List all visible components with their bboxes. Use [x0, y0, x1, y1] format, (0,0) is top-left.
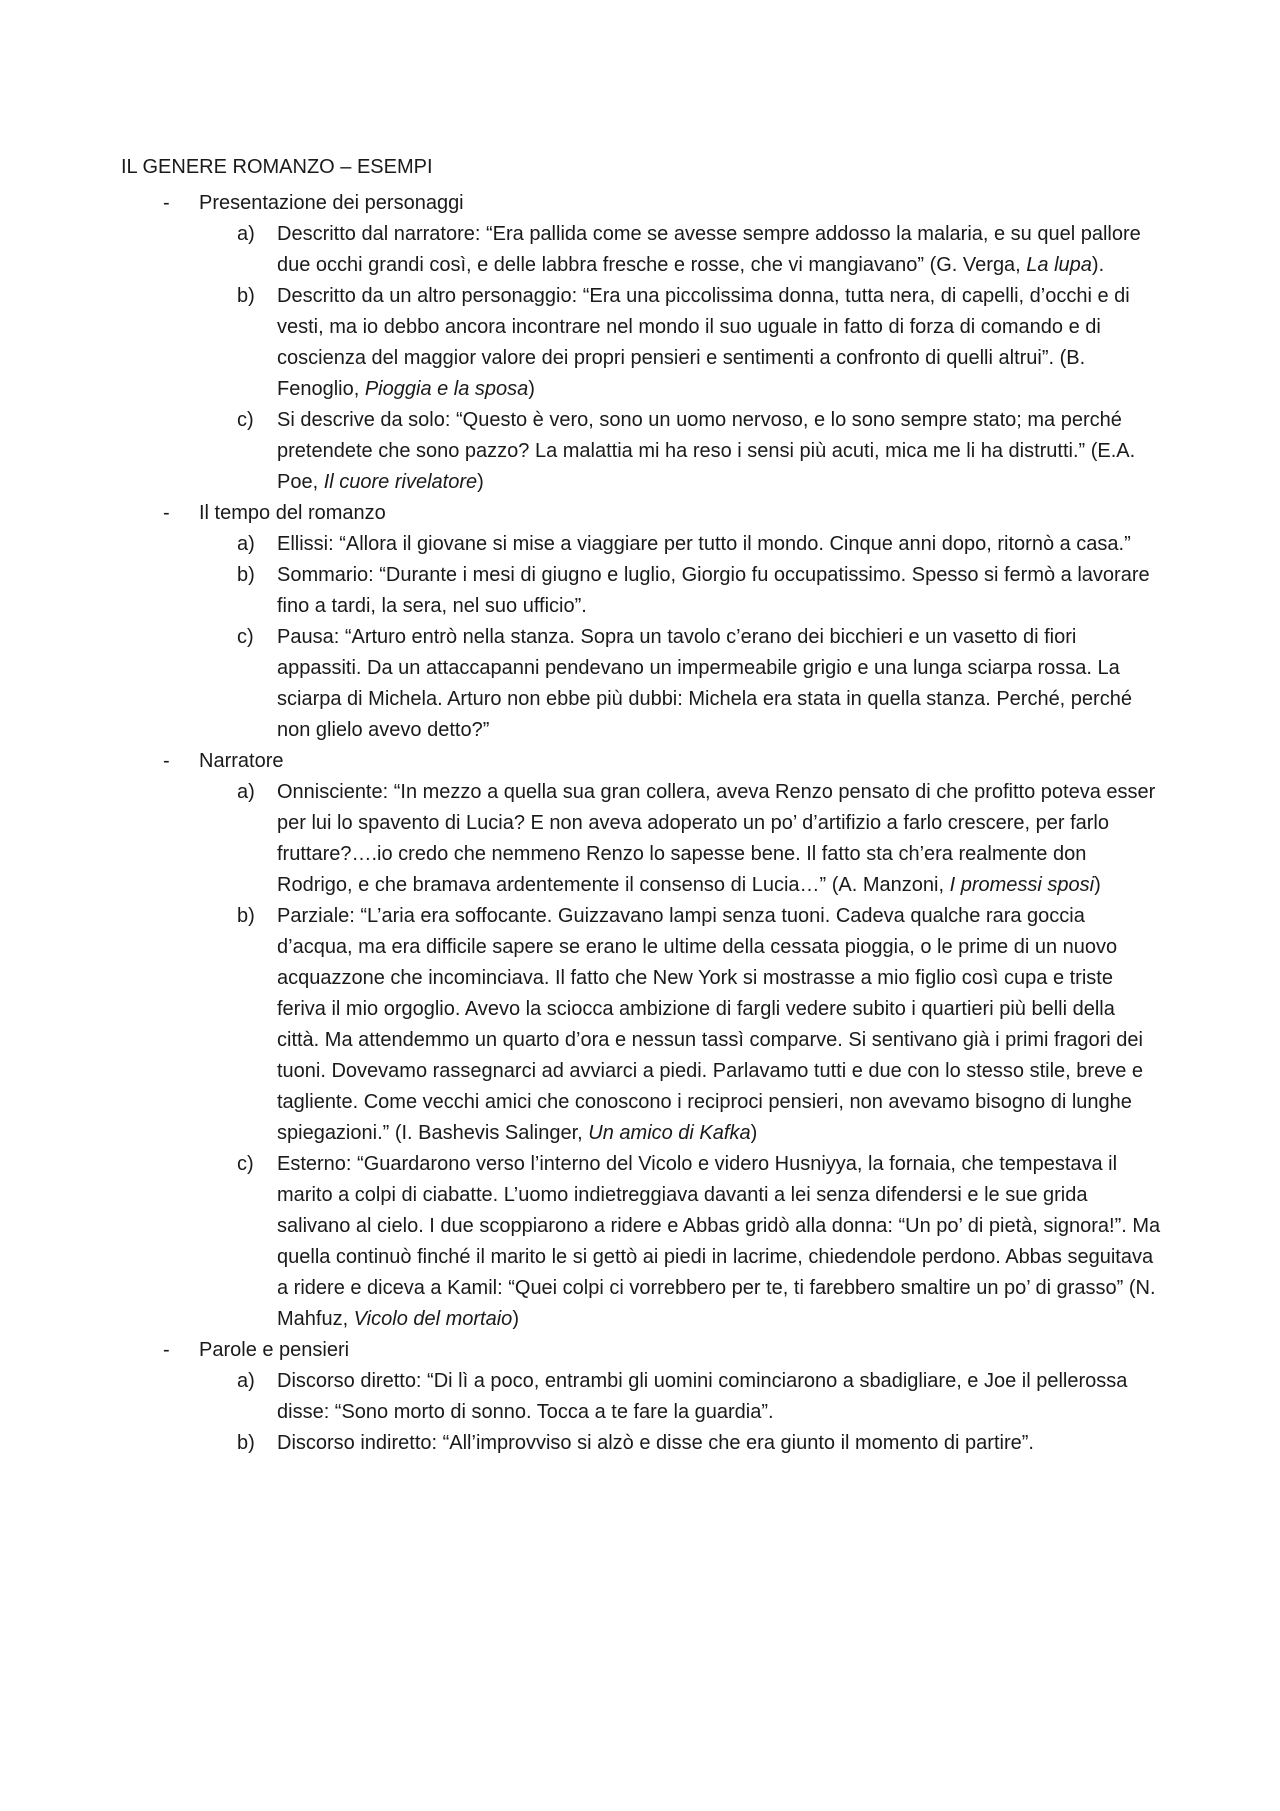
work-title: Pioggia e la sposa — [364, 378, 529, 400]
item-text: Descritto dal narratore: “Era pallida come se avesse sempre addosso la malaria, e su quel pallore due occhi grandi così, e delle labbra fresche e rosse, che vi mangiavano” (G. Verga, — [277, 223, 1141, 276]
item-text: Onnisciente: “In mezzo a quella sua gran collera, aveva Renzo pensato di che profitto poteva esser per lui lo spavento di Lucia? E non aveva adoperato un po’ d’artifizio a farlo crescere, per farlo fruttare?….io credo che nemmeno Renzo lo sapesse bene. Il fatto sta ch’era realmente don Rodrigo, e che bramava ardentemente il consenso di Lucia…” (A. Manzoni, — [277, 781, 1156, 896]
section-label: Narratore — [199, 750, 284, 772]
dash-bullet: - — [163, 750, 170, 772]
section-parole — [121, 1335, 1161, 1459]
section-label: Il tempo del romanzo — [199, 502, 386, 524]
list-item — [121, 560, 1161, 622]
item-tail: ) — [512, 1308, 519, 1330]
list-item — [121, 1149, 1161, 1335]
item-text: Sommario: “Durante i mesi di giugno e luglio, Giorgio fu occupatissimo. Spesso si fermò a lavorare fino a tardi, la sera, nel suo ufficio”. — [277, 564, 1150, 617]
document-title: IL GENERE ROMANZO – ESEMPI — [121, 156, 433, 178]
list-item — [121, 622, 1161, 746]
item-text: Descritto da un altro personaggio: “Era una piccolissima donna, tutta nera, di capelli, d’occhi e di vesti, ma io debbo ancora incontrare nel mondo il suo uguale in fatto di forza di comando e di coscienza del maggior valore dei propri pensieri e sentimenti a confronto di quelli altrui”. (B. Fenoglio, — [277, 285, 1130, 400]
item-marker: c) — [237, 1153, 254, 1175]
item-marker: b) — [237, 905, 255, 927]
item-tail: ) — [750, 1122, 758, 1144]
item-text: Parziale: “L’aria era soffocante. Guizzavano lampi senza tuoni. Cadeva qualche rara goccia d’acqua, ma era difficile sapere se erano le ultime della cessata pioggia, o le prime di un nuovo acquazzone che incominciava. Il fatto che New York si mostrasse a mio figlio così cupa e triste feriva il mio orgoglio. Avevo la sciocca ambizione di fargli vedere subito i quartieri più belli della città. Ma attendemmo un quarto d’ora e nessun tassì comparve. Si sentivano già i primi fragori dei tuoni. Dovevamo rassegnarci ad avviarci a piedi. Parlavamo tutti e due con lo stesso stile, breve e tagliente. Come vecchi amici che conoscono i reciproci pensieri, non avevamo bisogno di lunghe spiegazioni.” (I. Bashevis Salinger, — [277, 905, 1143, 1144]
item-marker: c) — [237, 626, 254, 648]
item-tail: ) — [477, 471, 484, 493]
item-marker: a) — [237, 781, 255, 803]
item-text: Pausa: “Arturo entrò nella stanza. Sopra un tavolo c’erano dei bicchieri e un vasetto di fiori appassiti. Da un attaccapanni pendevano un impermeabile grigio e una lunga sciarpa rossa. La sciarpa di Michela. Arturo non ebbe più dubbi: Michela era stata in quella stanza. Perché, perché non glielo avevo detto?” — [277, 626, 1132, 741]
list-item — [121, 777, 1161, 901]
item-marker: a) — [237, 533, 255, 555]
item-marker: c) — [237, 409, 254, 431]
work-title: Un amico di Kafka — [588, 1122, 751, 1144]
item-text: Si descrive da solo: “Questo è vero, sono un uomo nervoso, e lo sono sempre stato; ma perché pretendete che sono pazzo? La malattia mi ha reso i sensi più acuti, mica me li ha distrutti.” (E.A. Poe, — [277, 409, 1136, 493]
item-text: Esterno: “Guardarono verso l’interno del Vicolo e videro Husniyya, la fornaia, che tempestava il marito a colpi di ciabatte. L’uomo indietreggiava davanti a lei senza difendersi e le sue grida salivano al cielo. I due scoppiarono a ridere e Abbas gridò alla donna: “Un po’ di pietà, signora!”. Ma quella continuò finché il marito le si gettò ai piedi in lacrime, chiedendole perdono. Abbas seguitava a ridere e diceva a Kamil: “Quei colpi ci vorrebbero per te, ti farebbero smaltire un po’ di grasso” (N. Mahfuz, — [277, 1153, 1161, 1330]
list-item — [121, 281, 1161, 405]
list-item — [121, 1366, 1161, 1428]
section-label: Parole e pensieri — [199, 1339, 350, 1361]
item-tail: ) — [528, 378, 535, 400]
list-item — [121, 405, 1161, 498]
item-marker: b) — [237, 1432, 255, 1454]
document-page — [121, 152, 1161, 1459]
work-title: Vicolo del mortaio — [353, 1308, 513, 1330]
work-title: I promessi sposi — [949, 874, 1095, 896]
section-label: Presentazione dei personaggi — [199, 192, 464, 214]
section-heading — [121, 1335, 1161, 1366]
item-tail: ). — [1091, 254, 1105, 276]
item-marker: b) — [237, 285, 255, 307]
item-marker: a) — [237, 1370, 255, 1392]
item-text: Ellissi: “Allora il giovane si mise a viaggiare per tutto il mondo. Cinque anni dopo, ritornò a casa.” — [277, 533, 1131, 555]
section-tempo — [121, 498, 1161, 746]
work-title: Il cuore rivelatore — [323, 471, 478, 493]
item-marker: a) — [237, 223, 255, 245]
section-heading — [121, 498, 1161, 529]
list-item — [121, 901, 1161, 1149]
section-heading — [121, 188, 1161, 219]
work-title: La lupa — [1026, 254, 1092, 276]
dash-bullet: - — [163, 502, 170, 524]
list-item — [121, 529, 1161, 560]
item-tail: ) — [1094, 874, 1101, 896]
list-item — [121, 1428, 1161, 1459]
item-marker: b) — [237, 564, 255, 586]
section-narratore — [121, 746, 1161, 1335]
list-item — [121, 219, 1161, 281]
item-text: Discorso indiretto: “All’improvviso si alzò e disse che era giunto il momento di partire”. — [277, 1432, 1034, 1454]
section-presentazione — [121, 188, 1161, 498]
dash-bullet: - — [163, 192, 170, 214]
item-text: Discorso diretto: “Di lì a poco, entrambi gli uomini cominciarono a sbadigliare, e Joe il pellerossa disse: “Sono morto di sonno. Tocca a te fare la guardia”. — [277, 1370, 1128, 1423]
section-heading — [121, 746, 1161, 777]
dash-bullet: - — [163, 1339, 170, 1361]
